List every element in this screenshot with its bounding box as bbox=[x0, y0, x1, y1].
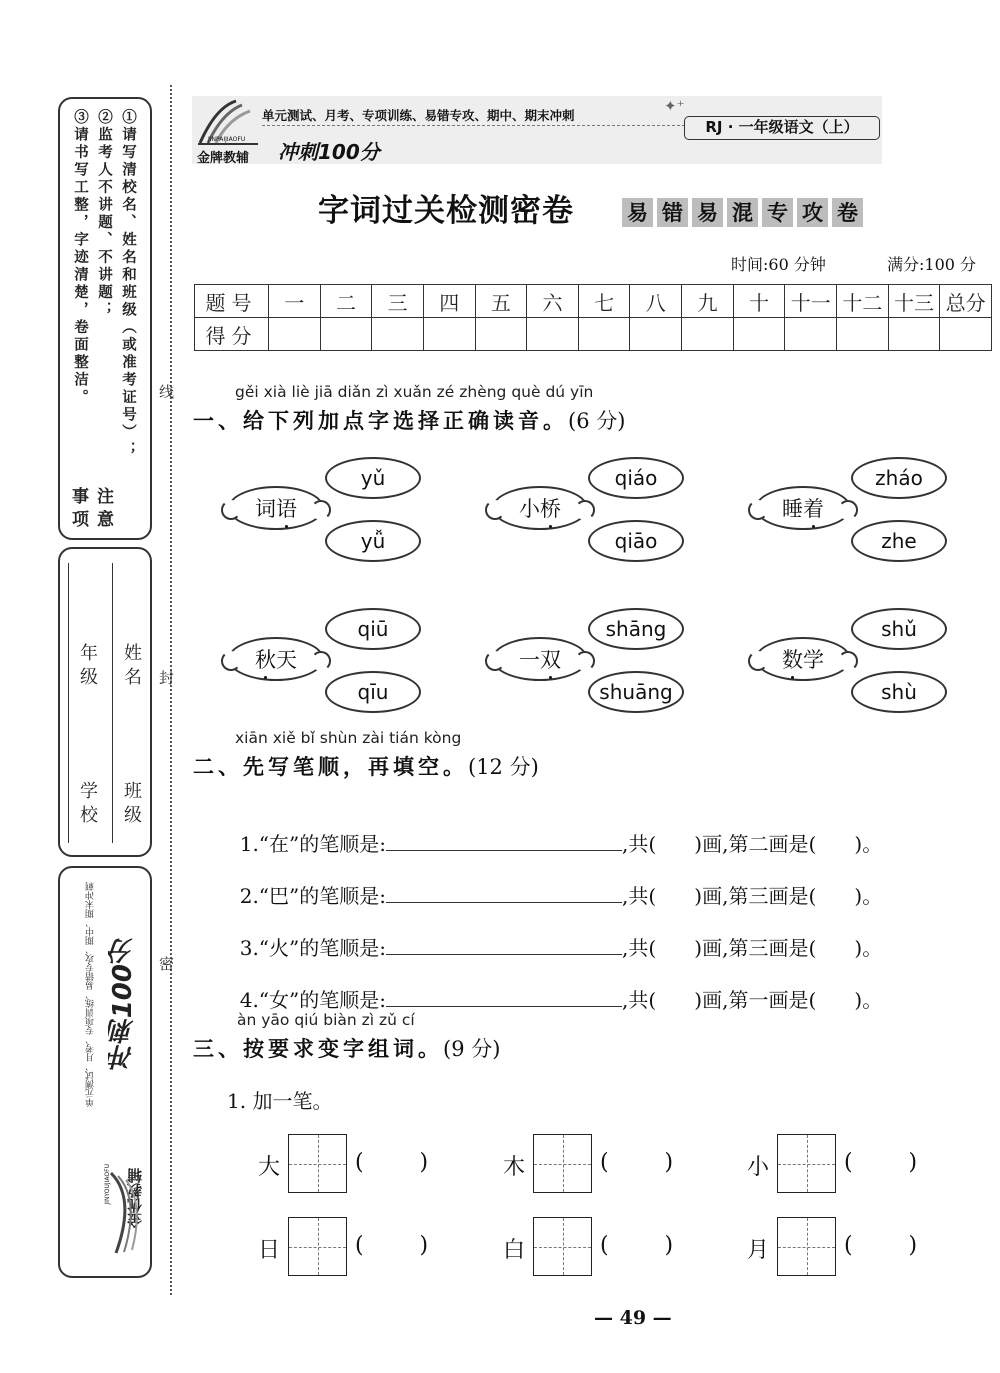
title-tag: 易 bbox=[622, 198, 653, 227]
tian-grid[interactable] bbox=[533, 1134, 592, 1193]
tian-grid[interactable] bbox=[777, 1217, 836, 1276]
word-blank[interactable]: ( ) bbox=[355, 1150, 429, 1175]
sparkle-icon: ✦⁺ bbox=[664, 97, 685, 115]
pinyin-option[interactable]: yǔ bbox=[325, 457, 421, 499]
title-tag: 攻 bbox=[797, 198, 828, 227]
pinyin-option[interactable]: shǔ bbox=[851, 608, 947, 650]
word-char: 词 bbox=[255, 497, 276, 521]
table-header-cell: 三 bbox=[372, 285, 424, 318]
table-header-cell: 十 bbox=[733, 285, 785, 318]
q1-pinyin: gěi xià liè jiā diǎn zì xuǎn zé zhèng què dú yīn bbox=[235, 383, 594, 401]
header-divider bbox=[262, 125, 685, 126]
pinyin-option[interactable]: qiáo bbox=[588, 457, 684, 499]
table-header-cell: 总分 bbox=[940, 285, 992, 318]
tian-grid[interactable] bbox=[533, 1217, 592, 1276]
table-header-cell: 十二 bbox=[837, 285, 889, 318]
word-cloud bbox=[755, 637, 851, 681]
brand-name-text: 金优教辅 bbox=[126, 1168, 144, 1228]
cut-line bbox=[170, 85, 172, 1295]
base-char: 大 bbox=[258, 1155, 281, 1180]
word-char: 一 bbox=[519, 648, 540, 672]
brand-pinyin: JINPAIJIAOFU bbox=[208, 136, 246, 143]
brand-slogan-text: 冲刺100分 bbox=[108, 938, 138, 1071]
table-header-cell: 十一 bbox=[785, 285, 837, 318]
score-cell[interactable] bbox=[527, 318, 579, 351]
stroke-order-line bbox=[227, 908, 882, 961]
word-char: 学 bbox=[803, 648, 824, 672]
score-cell[interactable] bbox=[630, 318, 682, 351]
q1-heading-text: 一、给下列加点字选择正确读音。 bbox=[193, 408, 568, 433]
base-char: 月 bbox=[747, 1238, 770, 1263]
tian-grid[interactable] bbox=[288, 1134, 347, 1193]
student-info-box bbox=[58, 547, 152, 857]
brand-series-text: 单元测试、月考、专项训练、易错专攻、期中、期末冲刺 bbox=[86, 882, 96, 1107]
tian-grid[interactable] bbox=[288, 1217, 347, 1276]
stroke-order-answer[interactable] bbox=[386, 987, 622, 1007]
score-cell[interactable] bbox=[269, 318, 321, 351]
base-char: 日 bbox=[258, 1238, 281, 1263]
stroke-order-answer[interactable] bbox=[386, 935, 622, 955]
dotted-char: 数 bbox=[782, 644, 803, 674]
table-header-cell: 题号 bbox=[195, 285, 269, 318]
score-cell[interactable] bbox=[837, 318, 889, 351]
score-cell[interactable] bbox=[423, 318, 475, 351]
score-cell[interactable] bbox=[888, 318, 940, 351]
title-tag: 卷 bbox=[832, 198, 863, 227]
brand-slogan: 冲刺100分 bbox=[278, 140, 380, 164]
word-cloud bbox=[492, 637, 588, 681]
stroke-order-prompt: 1.“在”的笔顺是: bbox=[239, 832, 386, 856]
school-label: 学校 bbox=[77, 781, 98, 829]
stroke-count-prompt: ,共( )画,第二画是( )。 bbox=[622, 832, 883, 856]
base-char: 木 bbox=[503, 1155, 526, 1180]
cut-mark-line: 线 bbox=[157, 384, 175, 399]
stroke-count-prompt: ,共( )画,第一画是( )。 bbox=[622, 988, 883, 1012]
pinyin-option[interactable]: shù bbox=[851, 671, 947, 713]
q3-pinyin: àn yāo qiú biàn zì zǔ cí bbox=[237, 1011, 415, 1029]
score-cell[interactable] bbox=[785, 318, 837, 351]
word-cloud bbox=[492, 486, 588, 530]
stroke-count-prompt: ,共( )画,第三画是( )。 bbox=[622, 884, 883, 908]
table-header-cell: 四 bbox=[423, 285, 475, 318]
page-number: — 49 — bbox=[594, 1307, 672, 1329]
cut-mark-seal: 封 bbox=[157, 670, 175, 685]
stroke-order-line bbox=[227, 804, 882, 857]
q3-points: (9 分) bbox=[443, 1037, 501, 1061]
pinyin-option[interactable]: qiū bbox=[325, 608, 421, 650]
table-row-label: 得分 bbox=[195, 318, 269, 351]
title-tag: 易 bbox=[692, 198, 723, 227]
stroke-order-answer[interactable] bbox=[386, 883, 622, 903]
table-header-cell: 六 bbox=[527, 285, 579, 318]
stroke-order-line bbox=[227, 856, 882, 909]
table-header-cell: 二 bbox=[320, 285, 372, 318]
header-series: 单元测试、月考、专项训练、易错专攻、期中、期末冲刺 bbox=[262, 108, 575, 123]
dotted-char: 着 bbox=[803, 493, 824, 523]
exam-time: 时间:60 分钟 bbox=[731, 255, 826, 274]
dotted-char: 桥 bbox=[540, 493, 561, 523]
score-cell[interactable] bbox=[372, 318, 424, 351]
word-blank[interactable]: ( ) bbox=[600, 1233, 674, 1258]
table-header-cell: 一 bbox=[269, 285, 321, 318]
score-cell[interactable] bbox=[320, 318, 372, 351]
name-label: 姓名 bbox=[121, 643, 142, 691]
table-row bbox=[195, 285, 992, 318]
book-logo-icon bbox=[106, 1168, 146, 1258]
notice-title: 注意事项 bbox=[68, 487, 113, 533]
pinyin-option[interactable]: shāng bbox=[588, 608, 684, 650]
dotted-char: 双 bbox=[540, 644, 561, 674]
word-blank[interactable]: ( ) bbox=[844, 1150, 918, 1175]
pinyin-option[interactable]: qiāo bbox=[588, 520, 684, 562]
pinyin-option[interactable]: yǚ bbox=[325, 520, 421, 562]
q2-heading bbox=[193, 751, 539, 781]
word-char: 小 bbox=[519, 497, 540, 521]
word-blank[interactable]: ( ) bbox=[355, 1233, 429, 1258]
grade-tag: RJ · 一年级语文（上） bbox=[684, 116, 880, 140]
stroke-order-answer[interactable] bbox=[386, 831, 622, 851]
word-cloud bbox=[228, 637, 324, 681]
word-cloud bbox=[755, 486, 851, 530]
score-table bbox=[194, 284, 992, 351]
brand-name: 金牌教辅 bbox=[197, 151, 250, 166]
table-header-cell: 五 bbox=[475, 285, 527, 318]
q2-points: (12 分) bbox=[468, 755, 539, 779]
table-row bbox=[195, 318, 992, 351]
q1-points: (6 分) bbox=[568, 409, 626, 433]
brand-pinyin-text: JINYOUJIAOFU bbox=[104, 1164, 111, 1205]
base-char: 白 bbox=[503, 1238, 526, 1263]
dotted-char: 语 bbox=[276, 493, 297, 523]
base-char: 小 bbox=[747, 1155, 770, 1180]
q2-pinyin: xiān xiě bǐ shùn zài tián kòng bbox=[235, 729, 462, 747]
q1-heading bbox=[193, 405, 625, 435]
score-cell[interactable] bbox=[940, 318, 992, 351]
table-header-cell: 十三 bbox=[888, 285, 940, 318]
word-char: 天 bbox=[276, 648, 297, 672]
title-tags bbox=[622, 198, 863, 227]
pinyin-option[interactable]: qīu bbox=[325, 671, 421, 713]
score-cell[interactable] bbox=[475, 318, 527, 351]
tian-grid[interactable] bbox=[777, 1134, 836, 1193]
stroke-order-prompt: 4.“女”的笔顺是: bbox=[239, 988, 386, 1012]
word-cloud bbox=[228, 486, 324, 530]
table-header-cell: 七 bbox=[578, 285, 630, 318]
stroke-order-line bbox=[227, 960, 882, 1013]
table-header-cell: 九 bbox=[682, 285, 734, 318]
score-cell[interactable] bbox=[733, 318, 785, 351]
notice-item-3: ③请书写工整，字迹清楚，卷面整洁。 bbox=[72, 109, 89, 407]
pinyin-option[interactable]: shuāng bbox=[588, 671, 684, 713]
q3-heading bbox=[193, 1033, 500, 1063]
q3-heading-text: 三、按要求变字组词。 bbox=[193, 1036, 443, 1061]
q3-subheading: 1. 加一笔。 bbox=[227, 1089, 333, 1113]
cut-mark-secret: 密 bbox=[157, 956, 175, 971]
page-title: 字词过关检测密卷 bbox=[318, 193, 574, 229]
grade-label: 年级 bbox=[77, 643, 98, 691]
notice-item-1: ①请写清校名、姓名和班级（或准考证号）； bbox=[120, 109, 137, 459]
word-char: 睡 bbox=[782, 497, 803, 521]
notice-box bbox=[58, 97, 152, 540]
q2-heading-text: 二、先写笔顺，再填空。 bbox=[193, 754, 468, 779]
class-label: 班级 bbox=[121, 781, 142, 829]
brand-box bbox=[58, 866, 152, 1278]
notice-item-2: ②监考人不讲题、不讲题； bbox=[96, 109, 113, 319]
stroke-order-prompt: 3.“火”的笔顺是: bbox=[239, 936, 386, 960]
word-blank[interactable]: ( ) bbox=[600, 1150, 674, 1175]
pinyin-option[interactable]: zháo bbox=[851, 457, 947, 499]
score-cell[interactable] bbox=[682, 318, 734, 351]
word-blank[interactable]: ( ) bbox=[844, 1233, 918, 1258]
title-tag: 错 bbox=[657, 198, 688, 227]
title-tag: 专 bbox=[762, 198, 793, 227]
score-cell[interactable] bbox=[578, 318, 630, 351]
full-score: 满分:100 分 bbox=[887, 255, 977, 274]
stroke-count-prompt: ,共( )画,第三画是( )。 bbox=[622, 936, 883, 960]
pinyin-option[interactable]: zhe bbox=[851, 520, 947, 562]
dotted-char: 秋 bbox=[255, 644, 276, 674]
table-header-cell: 八 bbox=[630, 285, 682, 318]
title-tag: 混 bbox=[727, 198, 758, 227]
stroke-order-prompt: 2.“巴”的笔顺是: bbox=[239, 884, 386, 908]
